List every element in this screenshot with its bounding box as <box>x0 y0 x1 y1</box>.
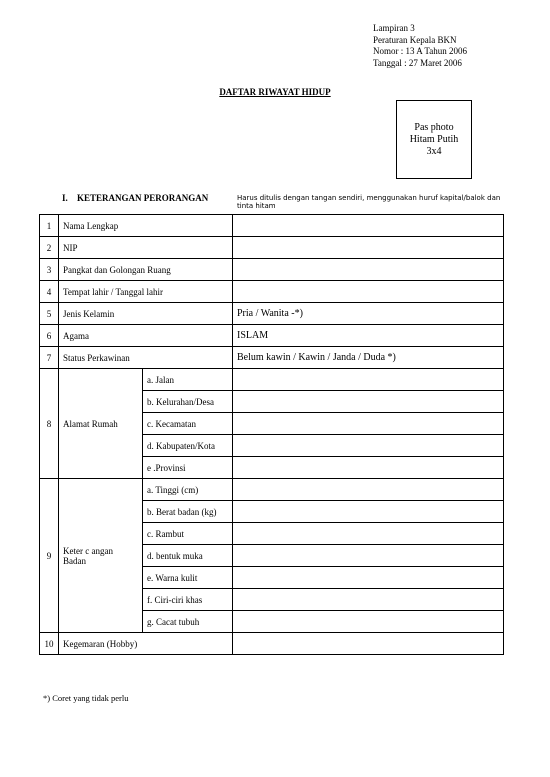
distinctive-marks-field[interactable] <box>233 589 504 611</box>
hair-field[interactable] <box>233 523 504 545</box>
height-field[interactable] <box>233 479 504 501</box>
row-number: 2 <box>40 237 59 259</box>
sub-label: a. Tinggi (cm) <box>143 479 233 501</box>
nip-field[interactable] <box>233 237 504 259</box>
sub-label: f. Ciri-ciri khas <box>143 589 233 611</box>
photo-box <box>396 100 472 179</box>
rank-field[interactable] <box>233 259 504 281</box>
district-field[interactable] <box>233 413 504 435</box>
row-label <box>59 479 143 633</box>
row-number: 9 <box>40 479 59 633</box>
sub-label: c. Rambut <box>143 523 233 545</box>
attachment-reference <box>373 23 467 69</box>
skin-color-field[interactable] <box>233 567 504 589</box>
table-row <box>40 347 504 369</box>
street-field[interactable] <box>233 369 504 391</box>
village-field[interactable] <box>233 391 504 413</box>
table-row <box>40 633 504 655</box>
sub-label: e .Provinsi <box>143 457 233 479</box>
row-number: 10 <box>40 633 59 655</box>
row-label: Pangkat dan Golongan Ruang <box>59 259 233 281</box>
lampiran-label: Lampiran 3 <box>373 23 415 33</box>
sub-label: a. Jalan <box>143 369 233 391</box>
regulation-date: Tanggal : 27 Maret 2006 <box>373 57 462 68</box>
row-number: 1 <box>40 215 59 237</box>
row-label: Jenis Kelamin <box>59 303 233 325</box>
row-label: Tempat lahir / Tanggal lahir <box>59 281 233 303</box>
sub-label: d. Kabupaten/Kota <box>143 435 233 457</box>
row-number: 8 <box>40 369 59 479</box>
row-number: 3 <box>40 259 59 281</box>
photo-line-3: 3x4 <box>426 145 442 157</box>
table-row <box>40 259 504 281</box>
row-number: 4 <box>40 281 59 303</box>
gender-field[interactable]: Pria / Wanita -*) <box>233 303 504 325</box>
table-row <box>40 303 504 325</box>
photo-line-2: Hitam Putih <box>409 133 459 145</box>
marital-status-field[interactable]: Belum kawin / Kawin / Janda / Duda *) <box>233 347 504 369</box>
regency-field[interactable] <box>233 435 504 457</box>
row-label: Alamat Rumah <box>59 369 143 479</box>
section-number: I. <box>62 193 68 203</box>
religion-field[interactable]: ISLAM <box>233 325 504 347</box>
table-row <box>40 215 504 237</box>
regulation-label: Peraturan Kepala BKN <box>373 34 457 45</box>
sub-label: d. bentuk muka <box>143 545 233 567</box>
table-row <box>40 479 504 501</box>
row-label: Agama <box>59 325 233 347</box>
section-instruction: Harus ditulis dengan tangan sendiri, menggunakan huruf kapital/balok dan tinta hitam <box>237 194 501 210</box>
document-title: DAFTAR RIWAYAT HIDUP <box>219 87 331 97</box>
regulation-number: Nomor : 13 A Tahun 2006 <box>373 46 467 56</box>
row-number: 7 <box>40 347 59 369</box>
hobby-field[interactable] <box>233 633 504 655</box>
footnote: *) Coret yang tidak perlu <box>43 693 129 703</box>
face-shape-field[interactable] <box>233 545 504 567</box>
row-label: Status Perkawinan <box>59 347 233 369</box>
section-title: KETERANGAN PERORANGAN <box>77 193 209 203</box>
sub-label: b. Kelurahan/Desa <box>143 391 233 413</box>
sub-label: c. Kecamatan <box>143 413 233 435</box>
full-name-field[interactable] <box>233 215 504 237</box>
personal-info-table <box>39 214 504 655</box>
row-label: NIP <box>59 237 233 259</box>
sub-label: e. Warna kulit <box>143 567 233 589</box>
table-row <box>40 369 504 391</box>
table-row <box>40 281 504 303</box>
table-row <box>40 237 504 259</box>
body-label-line-1: Keter c angan <box>63 545 113 556</box>
sub-label: g. Cacat tubuh <box>143 611 233 633</box>
row-label: Kegemaran (Hobby) <box>59 633 233 655</box>
body-label-line-2: Badan <box>63 555 86 566</box>
row-number: 5 <box>40 303 59 325</box>
row-label: Nama Lengkap <box>59 215 233 237</box>
row-number: 6 <box>40 325 59 347</box>
table-row <box>40 325 504 347</box>
photo-line-1: Pas photo <box>414 121 454 133</box>
birth-field[interactable] <box>233 281 504 303</box>
disability-field[interactable] <box>233 611 504 633</box>
sub-label: b. Berat badan (kg) <box>143 501 233 523</box>
weight-field[interactable] <box>233 501 504 523</box>
province-field[interactable] <box>233 457 504 479</box>
